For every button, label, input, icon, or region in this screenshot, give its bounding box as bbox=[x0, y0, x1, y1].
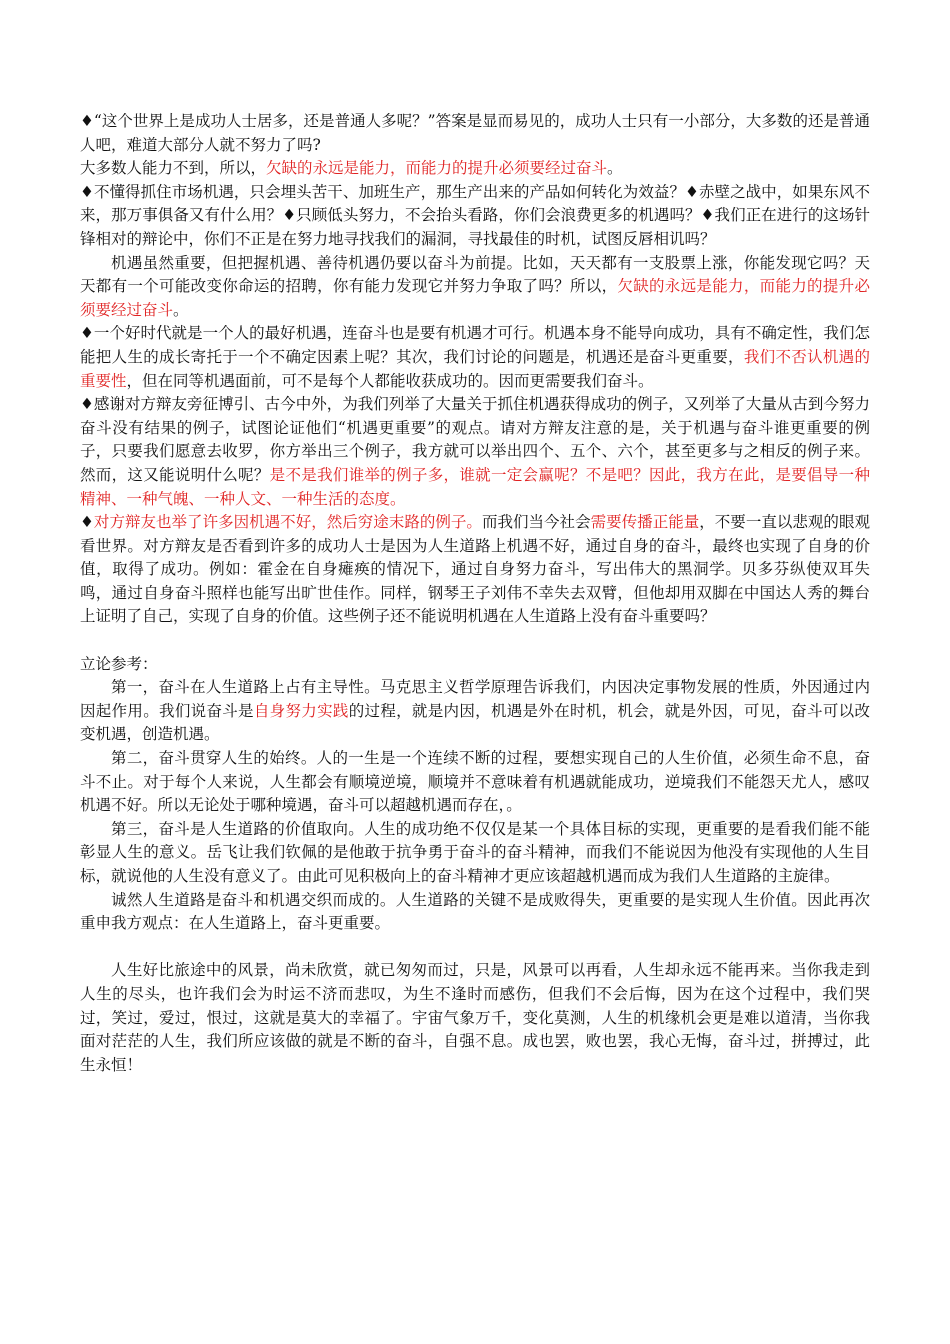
paragraph bbox=[80, 653, 870, 677]
body-text: 立论参考： bbox=[80, 654, 158, 673]
paragraph bbox=[80, 252, 870, 323]
highlighted-text: 是不是我们谁举的例子多，谁就一定会赢呢？不是吧？因此，我方在此，是要倡导一种精神、一种气魄、一种人文、一种生活的态度。 bbox=[80, 465, 870, 508]
highlighted-text: 对方辩友也举了许多因机遇不好，然后穷途末路的例子。 bbox=[93, 513, 482, 532]
body-text: 人生好比旅途中的风景，尚未欣赏，就已匆匆而过，只是，风景可以再看，人生却永远不能再来。当你我走到人生的尽头，也许我们会为时运不济而悲叹，为生不逢时而感伤，但我们不会后悔，因为在这个过程中，我们哭过，笑过，爱过，恨过，这就是莫大的幸福了。宇宙气象万千，变化莫测，人生的机缘机会更是难以道清，当你我面对茫茫的人生，我们所应该做的就是不断的奋斗，自强不息。成也罢，败也罢，我心无悔，奋斗过，拼搏过，此生永恒！ bbox=[80, 961, 870, 1074]
paragraph bbox=[80, 322, 870, 393]
body-text: 第二，奋斗贯穿人生的始终。人的一生是一个连续不断的过程，要想实现自己的人生价值，必须生命不息，奋斗不止。对于每个人来说，人生都会有顺境逆境，顺境并不意味着有机遇就能成功，逆境我们不能怨天尤人，感叹机遇不好。所以无论处于哪种境遇，奋斗可以超越机遇而存在，。 bbox=[80, 749, 870, 815]
body-text: 机遇虽然重要，但把握机遇、善待机遇仍要以奋斗为前提。比如，天天都有一支股票上涨，你能发现它吗？天天都有一个可能改变你命运的招聘，你有能力发现它并努力争取了吗？所以， bbox=[80, 253, 870, 296]
body-text: ♦不懂得抓住市场机遇，只会埋头苦干、加班生产，那生产出来的产品如何转化为效益？♦赤壁之战中，如果东风不来，那万事俱备又有什么用？♦只顾低头努力，不会抬头看路，你们会浪费更多的机遇吗？♦我们正在进行的这场针锋相对的辩论中，你们不正是在努力地寻找我们的漏洞，寻找最佳的时机，试图反唇相讥吗？ bbox=[80, 182, 870, 248]
body-text: 的过程，就是内因，机遇是外在时机，机会，就是外因，可见，奋斗可以改变机遇，创造机遇。 bbox=[80, 701, 870, 744]
body-text: 而我们当今社会 bbox=[481, 513, 591, 532]
paragraph bbox=[80, 959, 870, 1077]
body-text: ，不要一直以悲观的眼观看世界。对方辩友是否看到许多的成功人士是因为人生道路上机遇不好，通过自身的奋斗，最终也实现了自身的价值，取得了成功。例如：霍金在自身瘫痪的情况下，通过自身努力奋斗，写出伟大的黑洞学。贝多芬纵使双耳失鸣，通过自身奋斗照样也能写出旷世佳作。同样，钢琴王子刘伟不幸失去双臂，但他却用双脚在中国达人秀的舞台上证明了自己，实现了自身的价值。这些例子还不能说明机遇在人生道路上没有奋斗重要吗？ bbox=[80, 513, 870, 626]
paragraph bbox=[80, 889, 870, 936]
document-body bbox=[80, 110, 870, 1077]
paragraph bbox=[80, 818, 870, 889]
body-text: ♦一个好时代就是一个人的最好机遇，连奋斗也是要有机遇才可行。机遇本身不能导向成功，具有不确定性，我们怎能把人生的成长寄托于一个不确定因素上呢？其次，我们讨论的问题是，机遇还是奋斗更重要， bbox=[80, 324, 870, 366]
body-text: 诚然人生道路是奋斗和机遇交织而成的。人生道路的关键不是成败得失，更重要的是实现人生价值。因此再次重申我方观点：在人生道路上，奋斗更重要。 bbox=[80, 890, 870, 933]
paragraph bbox=[80, 747, 870, 818]
highlighted-text: 欠缺的永远是能力，而能力的提升必须要经过奋斗 bbox=[266, 159, 608, 178]
body-text: ♦感谢对方辩友旁征博引、古今中外，为我们列举了大量关于抓住机遇获得成功的例子，又列举了大量从古到今努力奋斗没有结果的例子，试图论证他们“机遇更重要”的观点。请对方辩友注意的是，关于机遇与奋斗谁更重要的例子，只要我们愿意去收罗，你方举出三个例子，我方就可以举出四个、五个、六个，甚至更多与之相反的例子来。然而，这又能说明什么呢？ bbox=[80, 395, 870, 484]
paragraph bbox=[80, 676, 870, 747]
highlighted-text: 欠缺的永远是能力，而能力的提升必须要经过奋斗 bbox=[80, 277, 870, 319]
paragraph bbox=[80, 157, 870, 181]
paragraph bbox=[80, 511, 870, 629]
body-text: 。 bbox=[173, 300, 189, 319]
highlighted-text: 自身努力实践 bbox=[253, 701, 349, 720]
body-text: 大多数人能力不到，所以， bbox=[80, 159, 267, 178]
body-text: 。 bbox=[607, 159, 623, 178]
body-text: 第一，奋斗在人生道路上占有主导性。马克思主义哲学原理告诉我们，内因决定事物发展的性质，外因通过内因起作用。我们说奋斗是 bbox=[80, 678, 870, 720]
highlighted-text: 我们不否认机遇的重要性 bbox=[80, 347, 870, 390]
body-text: ♦ bbox=[80, 513, 94, 532]
paragraph bbox=[80, 393, 870, 511]
paragraph bbox=[80, 181, 870, 252]
body-text: ♦“这个世界上是成功人士居多，还是普通人多呢？”答案是显而易见的，成功人士只有一小部分，大多数的还是普通人吧，难道大部分人就不努力了吗? bbox=[80, 112, 870, 154]
paragraph bbox=[80, 110, 870, 157]
body-text: ，但在同等机遇面前，可不是每个人都能收获成功的。因而更需要我们奋斗。 bbox=[126, 371, 654, 390]
highlighted-text: 需要传播正能量 bbox=[590, 513, 700, 532]
body-text: 第三，奋斗是人生道路的价值取向。人生的成功绝不仅仅是某一个具体目标的实现，更重要的是看我们能不能彰显人生的意义。岳飞让我们钦佩的是他敢于抗争勇于奋斗的奋斗精神，而我们不能说因为他没有实现他的人生目标，就说他的人生没有意义了。由此可见积极向上的奋斗精神才更应该超越机遇而成为我们人生道路的主旋律。 bbox=[80, 819, 870, 885]
